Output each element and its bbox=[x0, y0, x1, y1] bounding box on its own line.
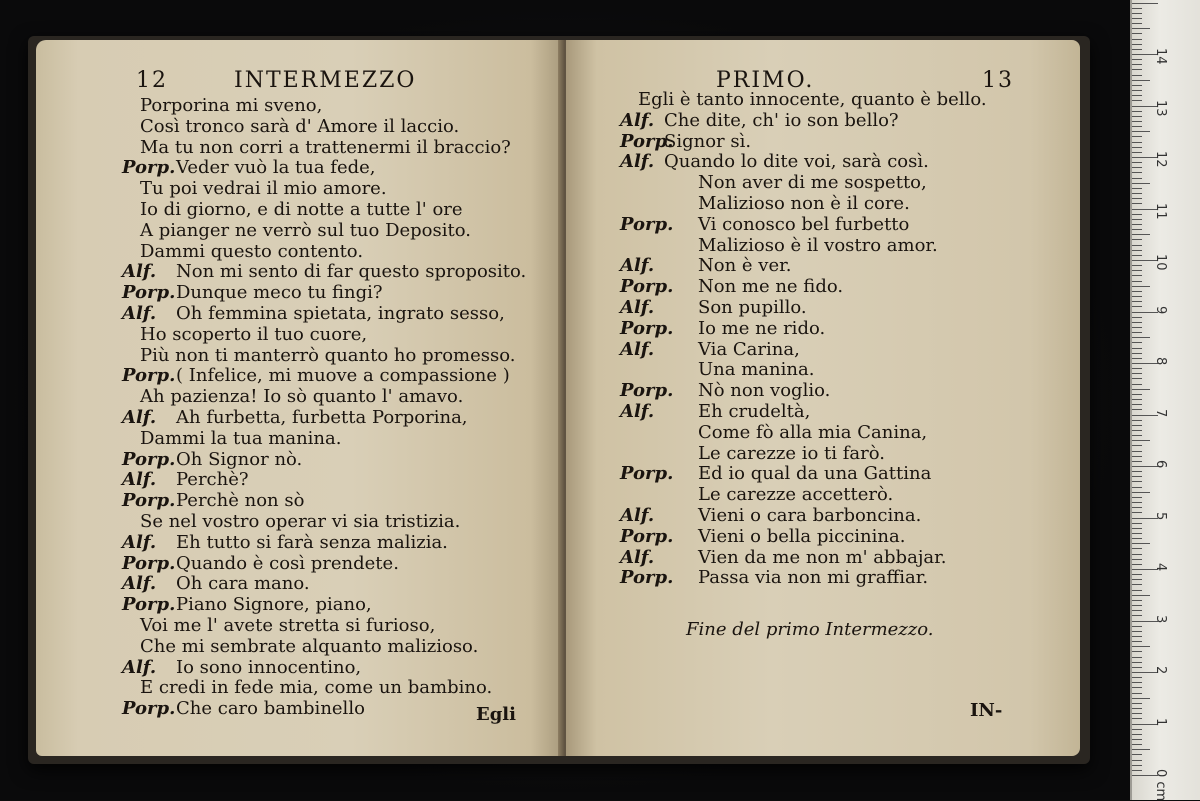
verse-line: Non è ver. bbox=[698, 255, 792, 277]
ruler-tick bbox=[1132, 373, 1142, 374]
ruler-tick bbox=[1132, 296, 1142, 297]
left-page bbox=[36, 40, 562, 756]
ruler-label: 13 bbox=[1153, 99, 1168, 117]
ruler-tick bbox=[1132, 641, 1142, 642]
verse-line: Le carezze io ti farò. bbox=[698, 442, 886, 464]
verse-line: Io di giorno, e di notte a tutte l' ore bbox=[140, 199, 463, 220]
ruler-tick bbox=[1132, 28, 1150, 29]
ruler-tick bbox=[1132, 574, 1142, 575]
ruler-tick bbox=[1132, 18, 1142, 19]
ruler-tick bbox=[1132, 471, 1142, 472]
ruler-tick bbox=[1132, 687, 1142, 688]
verse-line: Che mi sembrate alquanto malizioso. bbox=[140, 635, 479, 657]
speaker-label: Porp. bbox=[620, 213, 674, 235]
ruler-tick bbox=[1132, 662, 1142, 663]
ruler-label: 8 bbox=[1153, 357, 1168, 366]
ruler-tick bbox=[1132, 116, 1142, 117]
ruler-tick bbox=[1132, 698, 1150, 699]
ruler-tick bbox=[1132, 734, 1142, 735]
verse-line: Non mi sento di far questo sproposito. bbox=[176, 261, 527, 283]
ruler-tick bbox=[1132, 600, 1142, 601]
left-page-number: 12 bbox=[136, 68, 168, 93]
right-page-number: 13 bbox=[982, 68, 1014, 93]
ruler-tick bbox=[1132, 147, 1142, 148]
ruler-tick bbox=[1132, 708, 1142, 709]
speaker-label: Alf. bbox=[122, 407, 157, 428]
ruler-tick bbox=[1132, 667, 1142, 668]
ruler-tick bbox=[1132, 481, 1142, 482]
verse-line: Una manina. bbox=[698, 359, 815, 381]
ruler-tick bbox=[1132, 219, 1142, 220]
verse-line: Dammi questo contento. bbox=[140, 240, 364, 262]
ruler-tick bbox=[1132, 90, 1142, 91]
verse-line: Egli è tanto innocente, quanto è bello. bbox=[638, 89, 987, 110]
ruler-tick bbox=[1132, 693, 1142, 694]
ruler-tick bbox=[1132, 193, 1142, 194]
ruler-label: 10 bbox=[1153, 254, 1168, 271]
ruler-tick bbox=[1132, 64, 1142, 65]
speaker-label: Alf. bbox=[620, 338, 655, 360]
ruler-tick bbox=[1132, 523, 1142, 524]
ruler-tick bbox=[1132, 590, 1142, 591]
verse-line: Così tronco sarà d' Amore il laccio. bbox=[140, 115, 460, 137]
ruler-tick bbox=[1132, 291, 1142, 292]
verse-line: Via Carina, bbox=[698, 338, 800, 360]
ruler-tick bbox=[1132, 440, 1150, 441]
speaker-label: Porp. bbox=[122, 448, 176, 470]
ruler-tick bbox=[1132, 49, 1142, 50]
ruler-tick bbox=[1132, 126, 1142, 127]
ruler-tick bbox=[1132, 33, 1142, 34]
speaker-label: Porp. bbox=[620, 567, 674, 589]
ruler-label: 2 bbox=[1153, 666, 1168, 675]
ruler-tick bbox=[1132, 384, 1142, 385]
ruler-label: 14 bbox=[1153, 48, 1168, 65]
speaker-label: Porp. bbox=[620, 525, 674, 547]
speaker-label: Alf. bbox=[620, 546, 655, 568]
verse-line: Dunque meco tu fingi? bbox=[176, 282, 383, 304]
speaker-label: Porp. bbox=[620, 130, 674, 152]
closing-line: Fine del primo Intermezzo. bbox=[686, 619, 934, 640]
verse-line: Quando lo dite voi, sarà così. bbox=[664, 151, 929, 173]
ruler-tick bbox=[1132, 404, 1142, 405]
ruler-tick bbox=[1132, 389, 1150, 390]
speaker-label: Alf. bbox=[620, 255, 655, 277]
ruler-tick bbox=[1132, 327, 1142, 328]
ruler-tick bbox=[1132, 234, 1150, 235]
ruler-tick bbox=[1132, 682, 1142, 683]
ruler-tick bbox=[1132, 214, 1142, 215]
ruler-tick bbox=[1132, 425, 1142, 426]
ruler-tick bbox=[1132, 183, 1150, 184]
open-book bbox=[28, 36, 1090, 764]
ruler-tick bbox=[1132, 626, 1142, 627]
ruler-tick bbox=[1132, 538, 1142, 539]
ruler-tick bbox=[1132, 646, 1150, 647]
verse-line: Che caro bambinello bbox=[176, 698, 365, 720]
ruler-tick bbox=[1132, 394, 1142, 395]
ruler-tick bbox=[1132, 512, 1142, 513]
ruler-tick bbox=[1132, 255, 1142, 256]
ruler-tick bbox=[1132, 172, 1142, 173]
ruler-tick bbox=[1132, 162, 1142, 163]
ruler-tick bbox=[1132, 430, 1142, 431]
ruler-tick bbox=[1132, 136, 1142, 137]
measurement-ruler bbox=[1130, 0, 1200, 800]
verse-line: Ah furbetta, furbetta Porporina, bbox=[176, 407, 468, 428]
ruler-tick bbox=[1132, 677, 1142, 678]
verse-line: Non me ne fido. bbox=[698, 276, 844, 298]
ruler-tick bbox=[1132, 528, 1142, 529]
verse-line: Vieni o bella piccinina. bbox=[698, 525, 906, 547]
ruler-tick bbox=[1132, 322, 1142, 323]
speaker-label: Alf. bbox=[620, 505, 655, 526]
ruler-tick bbox=[1132, 8, 1142, 9]
ruler-tick bbox=[1132, 548, 1142, 549]
verse-line: Io sono innocentino, bbox=[176, 656, 362, 678]
verse-line: Piano Signore, piano, bbox=[176, 594, 372, 616]
ruler-tick bbox=[1132, 636, 1142, 637]
ruler-tick bbox=[1132, 420, 1142, 421]
ruler-tick bbox=[1132, 610, 1142, 611]
ruler-label: 5 bbox=[1153, 511, 1168, 520]
ruler-tick bbox=[1132, 605, 1142, 606]
ruler-tick bbox=[1132, 631, 1142, 632]
ruler-tick bbox=[1132, 749, 1150, 750]
ruler-tick bbox=[1132, 461, 1142, 462]
ruler-tick bbox=[1132, 286, 1150, 287]
speaker-label: Alf. bbox=[620, 401, 655, 422]
ruler-tick bbox=[1132, 265, 1142, 266]
speaker-label: Alf. bbox=[122, 573, 157, 595]
speaker-label: Porp. bbox=[122, 157, 176, 179]
verse-line: Oh cara mano. bbox=[176, 573, 310, 595]
verse-line: Malizioso non è il core. bbox=[698, 193, 910, 214]
ruler-tick bbox=[1132, 358, 1142, 359]
ruler-tick bbox=[1132, 564, 1142, 565]
ruler-tick bbox=[1132, 765, 1142, 766]
verse-line: Dammi la tua manina. bbox=[140, 427, 342, 449]
ruler-tick bbox=[1132, 754, 1142, 755]
speaker-label: Porp. bbox=[620, 380, 674, 402]
ruler-tick bbox=[1132, 342, 1142, 343]
ruler-tick bbox=[1132, 760, 1142, 761]
speaker-label: Porp. bbox=[122, 365, 176, 387]
verse-line: Non aver di me sospetto, bbox=[698, 172, 927, 194]
ruler-tick bbox=[1132, 229, 1142, 230]
ruler-tick bbox=[1132, 281, 1142, 282]
verse-line: Più non ti manterrò quanto ho promesso. bbox=[140, 344, 516, 366]
verse-line: Come fò alla mia Canina, bbox=[698, 421, 928, 443]
ruler-tick bbox=[1132, 378, 1142, 379]
ruler-tick bbox=[1132, 435, 1142, 436]
ruler-tick bbox=[1132, 317, 1142, 318]
ruler-tick bbox=[1132, 188, 1142, 189]
ruler-tick bbox=[1132, 13, 1142, 14]
ruler-tick bbox=[1132, 744, 1142, 745]
ruler-tick bbox=[1132, 23, 1142, 24]
verse-line: Eh tutto si farà senza malizia. bbox=[176, 531, 448, 553]
ruler-label: 9 bbox=[1153, 305, 1168, 314]
right-catchword: IN- bbox=[970, 700, 1003, 721]
ruler-tick bbox=[1132, 275, 1142, 276]
speaker-label: Alf. bbox=[122, 303, 157, 324]
ruler-tick bbox=[1132, 69, 1142, 70]
ruler-tick bbox=[1132, 3, 1158, 4]
ruler-tick bbox=[1132, 770, 1142, 771]
ruler-tick bbox=[1132, 451, 1142, 452]
ruler-tick bbox=[1132, 152, 1142, 153]
ruler-tick bbox=[1132, 85, 1142, 86]
ruler-tick bbox=[1132, 615, 1142, 616]
speaker-label: Porp. bbox=[122, 552, 176, 574]
verse-line: Oh Signor nò. bbox=[176, 448, 303, 470]
ruler-tick bbox=[1132, 487, 1142, 488]
verse-line: Ed io qual da una Gattina bbox=[698, 463, 932, 485]
ruler-tick bbox=[1132, 456, 1142, 457]
ruler-tick bbox=[1132, 718, 1142, 719]
verse-line: E credi in fede mia, come un bambino. bbox=[140, 677, 493, 699]
verse-line: Vieni o cara barboncina. bbox=[698, 505, 922, 526]
ruler-tick bbox=[1132, 353, 1142, 354]
ruler-label: 6 bbox=[1153, 460, 1168, 469]
ruler-tick bbox=[1132, 559, 1142, 560]
speaker-label: Alf. bbox=[122, 656, 157, 678]
ruler-tick bbox=[1132, 167, 1142, 168]
ruler-tick bbox=[1132, 198, 1142, 199]
verse-line: Vien da me non m' abbajar. bbox=[698, 546, 947, 568]
speaker-label: Alf. bbox=[122, 469, 157, 491]
verse-line: Tu poi vedrai il mio amore. bbox=[140, 178, 387, 200]
verse-line: Vi conosco bel furbetto bbox=[698, 213, 910, 235]
ruler-tick bbox=[1132, 579, 1142, 580]
ruler-tick bbox=[1132, 332, 1142, 333]
speaker-label: Porp. bbox=[620, 276, 674, 298]
ruler-tick bbox=[1132, 533, 1142, 534]
verse-line: Ah pazienza! Io sò quanto l' amavo. bbox=[140, 386, 464, 408]
verse-line: Che dite, ch' io son bello? bbox=[664, 109, 899, 131]
verse-line: Perchè non sò bbox=[176, 490, 305, 512]
ruler-label: 11 bbox=[1153, 202, 1168, 220]
verse-line: Io me ne rido. bbox=[698, 317, 826, 339]
left-catchword: Egli bbox=[476, 704, 516, 725]
ruler-tick bbox=[1132, 595, 1150, 596]
verse-line: Voi me l' avete stretta si furioso, bbox=[140, 615, 436, 636]
ruler-tick bbox=[1132, 497, 1142, 498]
ruler-label: 3 bbox=[1153, 614, 1168, 623]
verse-line: Signor sì. bbox=[664, 130, 752, 152]
verse-line: Passa via non mi graffiar. bbox=[698, 567, 929, 589]
verse-line: Nò non voglio. bbox=[698, 380, 831, 402]
speaker-label: Alf. bbox=[620, 109, 655, 131]
ruler-tick bbox=[1132, 239, 1142, 240]
ruler-tick bbox=[1132, 703, 1142, 704]
ruler-tick bbox=[1132, 59, 1142, 60]
verse-line: Porporina mi sveno, bbox=[140, 95, 323, 116]
verse-line: Quando è così prendete. bbox=[176, 552, 399, 574]
ruler-tick bbox=[1132, 301, 1142, 302]
ruler-tick bbox=[1132, 100, 1142, 101]
ruler-tick bbox=[1132, 507, 1142, 508]
verse-line: Le carezze accetterò. bbox=[698, 484, 894, 506]
ruler-tick bbox=[1132, 75, 1142, 76]
ruler-tick bbox=[1132, 729, 1142, 730]
speaker-label: Alf. bbox=[122, 531, 157, 553]
ruler-tick bbox=[1132, 492, 1150, 493]
verse-line: Ma tu non corri a trattenermi il braccio? bbox=[140, 136, 511, 158]
ruler-tick bbox=[1132, 337, 1150, 338]
ruler-tick bbox=[1132, 409, 1142, 410]
verse-line: Eh crudeltà, bbox=[698, 401, 811, 422]
left-running-head: INTERMEZZO bbox=[234, 68, 417, 93]
verse-line: Se nel vostro operar vi sia tristizia. bbox=[140, 511, 461, 532]
right-running-head: PRIMO. bbox=[716, 68, 815, 93]
verse-line: Veder vuò la tua fede, bbox=[176, 157, 376, 179]
verse-line: Malizioso è il vostro amor. bbox=[698, 234, 938, 256]
ruler-tick bbox=[1132, 245, 1142, 246]
speaker-label: Porp. bbox=[620, 317, 674, 339]
ruler-tick bbox=[1132, 651, 1142, 652]
speaker-label: Alf. bbox=[620, 151, 655, 173]
verse-line: A pianger ne verrò sul tuo Deposito. bbox=[140, 219, 471, 241]
ruler-tick bbox=[1132, 584, 1142, 585]
ruler-label: 1 bbox=[1153, 717, 1168, 726]
verse-line: Ho scoperto il tuo cuore, bbox=[140, 323, 368, 345]
ruler-tick bbox=[1132, 250, 1142, 251]
right-page bbox=[566, 40, 1080, 756]
ruler-tick bbox=[1132, 121, 1142, 122]
ruler-tick bbox=[1132, 39, 1142, 40]
speaker-label: Porp. bbox=[620, 463, 674, 485]
ruler-tick bbox=[1132, 131, 1150, 132]
speaker-label: Alf. bbox=[620, 297, 655, 318]
speaker-label: Porp. bbox=[122, 594, 176, 616]
ruler-tick bbox=[1132, 476, 1142, 477]
ruler-tick bbox=[1132, 543, 1150, 544]
ruler-tick bbox=[1132, 203, 1142, 204]
ruler-tick bbox=[1132, 739, 1142, 740]
ruler-tick bbox=[1132, 178, 1142, 179]
speaker-label: Porp. bbox=[122, 282, 176, 304]
ruler-tick bbox=[1132, 399, 1142, 400]
ruler-tick bbox=[1132, 657, 1142, 658]
ruler-tick bbox=[1132, 80, 1150, 81]
speaker-label: Porp. bbox=[122, 698, 176, 720]
verse-line: Perchè? bbox=[176, 469, 249, 491]
ruler-tick bbox=[1132, 348, 1142, 349]
ruler-tick bbox=[1132, 368, 1142, 369]
ruler-tick bbox=[1132, 502, 1142, 503]
ruler-tick bbox=[1132, 445, 1142, 446]
verse-line: Oh femmina spietata, ingrato sesso, bbox=[176, 303, 505, 324]
ruler-tick bbox=[1132, 224, 1142, 225]
ruler-tick bbox=[1132, 306, 1142, 307]
ruler-label: 0 cm bbox=[1153, 769, 1168, 801]
ruler-label: 7 bbox=[1153, 408, 1168, 417]
ruler-tick bbox=[1132, 713, 1142, 714]
speaker-label: Porp. bbox=[122, 490, 176, 512]
ruler-tick bbox=[1132, 44, 1142, 45]
ruler-tick bbox=[1132, 554, 1142, 555]
ruler-tick bbox=[1132, 111, 1142, 112]
ruler-tick bbox=[1132, 95, 1142, 96]
verse-line: Son pupillo. bbox=[698, 297, 807, 318]
ruler-label: 12 bbox=[1153, 151, 1168, 168]
ruler-label: 4 bbox=[1153, 563, 1168, 572]
ruler-tick bbox=[1132, 270, 1142, 271]
ruler-tick bbox=[1132, 142, 1142, 143]
speaker-label: Alf. bbox=[122, 261, 157, 283]
verse-line: ( Infelice, mi muove a compassione ) bbox=[176, 365, 510, 387]
